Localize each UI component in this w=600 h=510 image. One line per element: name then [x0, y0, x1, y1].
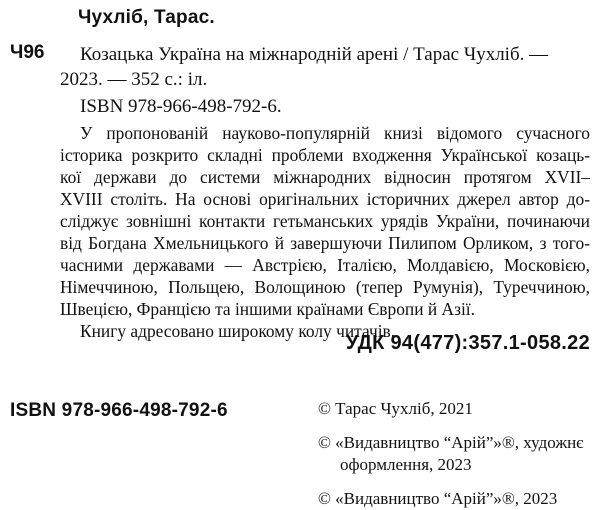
- copyright-block: [318, 398, 590, 510]
- annotation-line: Швецією, Францією та іншими країнами Європи й Азії.: [60, 299, 475, 319]
- copyright-publisher: © «Видавництво “Арій”»®, 2023: [318, 489, 558, 508]
- copyright-author: © Тарас Чухліб, 2021: [318, 399, 473, 418]
- annotation-line: У пропонованій науково-популярній книзі відомого сучасного: [80, 123, 590, 143]
- copyright-design-cont: оформлення, 2023: [340, 455, 472, 474]
- annotation-line: сліджує зовнішні контакти гетьманських урядів України, починаючи: [60, 211, 590, 231]
- footer-isbn: ISBN 978-966-498-792-6: [10, 400, 228, 421]
- annotation-audience: Книгу адресовано широкому колу читачів.: [80, 321, 396, 341]
- copyright-design: © «Видавництво “Арій”»®, художнє: [318, 433, 584, 452]
- udk-code: УДК 94(477):357.1-058.22: [345, 332, 590, 354]
- bib-line-imprint: 2023. — 352 с.: іл.: [60, 69, 208, 90]
- annotation-line: XVIII століть. На основі оригінальних історичних джерел автор до-: [60, 189, 590, 209]
- annotation-line: Німеччиною, Польщею, Волощиною (тепер Румунія), Туреччиною,: [60, 277, 590, 297]
- bib-line-title: Козацька Україна на міжнародній арені / Тарас Чухліб. —: [80, 44, 549, 65]
- catalog-code: Ч96: [10, 42, 45, 63]
- bibliographic-description: [60, 42, 592, 92]
- annotation-line: кої держави до системи міжнародних відносин протягом XVII–: [60, 167, 590, 187]
- bib-isbn: ISBN 978-966-498-792-6.: [80, 96, 282, 117]
- annotation-line: від Богдана Хмельницького й завершуючи Пилипом Орликом, з того-: [60, 233, 590, 253]
- author-heading: Чухліб, Тарас.: [78, 7, 215, 28]
- annotation-line: часними державами — Австрією, Італією, Молдавією, Московією,: [60, 255, 590, 275]
- annotation: [60, 122, 590, 342]
- annotation-line: історика розкрито складні проблеми входження Української козаць-: [60, 145, 590, 165]
